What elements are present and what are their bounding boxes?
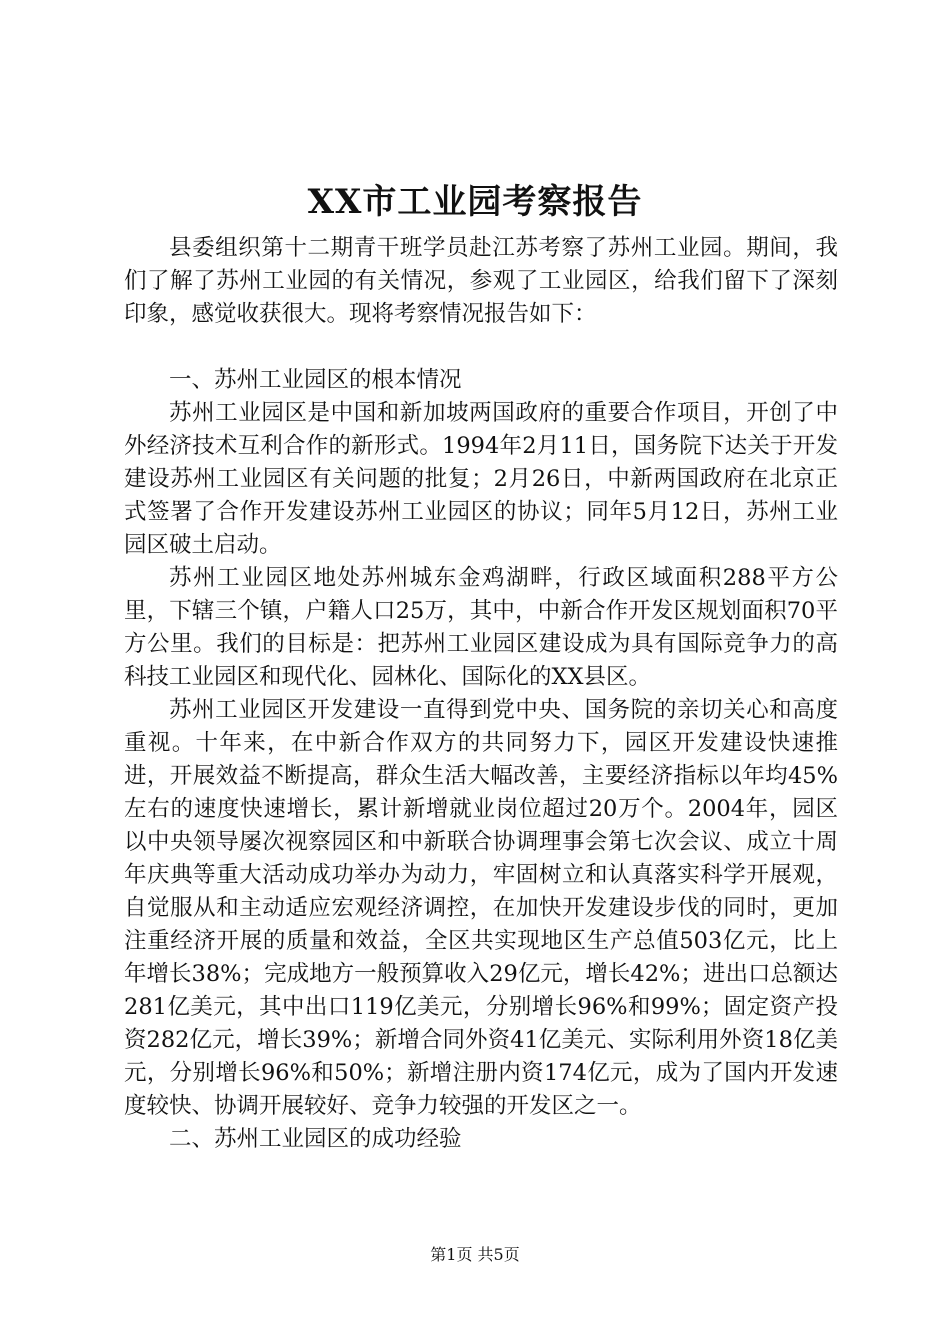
body-paragraph: 苏州工业园区开发建设一直得到党中央、国务院的亲切关心和高度重视。十年来，在中新合作双方的共同努力下，园区开发建设快速推进，开展效益不断提高，群众生活大幅改善，主要经济指标以年均45%左右的速度快速增长，累计新增就业岗位超过20万个。2004年，园区以中央领导屡次视察园区和中新联合协调理事会第七次会议、成立十周年庆典等重大活动成功举办为动力，牢固树立和认真落实科学开展观，自觉服从和主动适应宏观经济调控，在加快开发建设步伐的同时，更加注重经济开展的质量和效益，全区共实现地区生产总值503亿元，比上年增长38%；完成地方一般预算收入29亿元，增长42%；进出口总额达281亿美元，其中出口119亿美元，分别增长96%和99%；固定资产投资282亿元，增长39%；新增合同外资41亿美元、实际利用外资18亿美元，分别增长96%和50%；新增注册内资174亿元，成为了国内开发速度较快、协调开展较好、竞争力较强的开发区之一。 (124, 697, 838, 1119)
intro-paragraph: 县委组织第十二期青干班学员赴江苏考察了苏州工业园。期间，我们了解了苏州工业园的有关情况，参观了工业园区，给我们留下了深刻印象，感觉收获很大。现将考察情况报告如下： (124, 235, 838, 327)
section-heading-2: 二、苏州工业园区的成功经验 (169, 1126, 462, 1152)
document-body (124, 232, 838, 1156)
page-number-footer: 第1页 共5页 (430, 1245, 520, 1264)
document-title: XX市工业园考察报告 (307, 182, 643, 222)
body-paragraph: 苏州工业园区是中国和新加坡两国政府的重要合作项目，开创了中外经济技术互利合作的新形式。1994年2月11日，国务院下达关于开发建设苏州工业园区有关问题的批复；2月26日，中新两国政府在北京正式签署了合作开发建设苏州工业园区的协议；同年5月12日，苏州工业园区破土启动。 (124, 400, 838, 558)
section-heading-1: 一、苏州工业园区的根本情况 (169, 367, 462, 393)
body-paragraph: 苏州工业园区地处苏州城东金鸡湖畔，行政区域面积288平方公里，下辖三个镇，户籍人口25万，其中，中新合作开发区规划面积70平方公里。我们的目标是：把苏州工业园区建设成为具有国际竞争力的高科技工业园区和现代化、园林化、国际化的XX县区。 (124, 565, 838, 690)
